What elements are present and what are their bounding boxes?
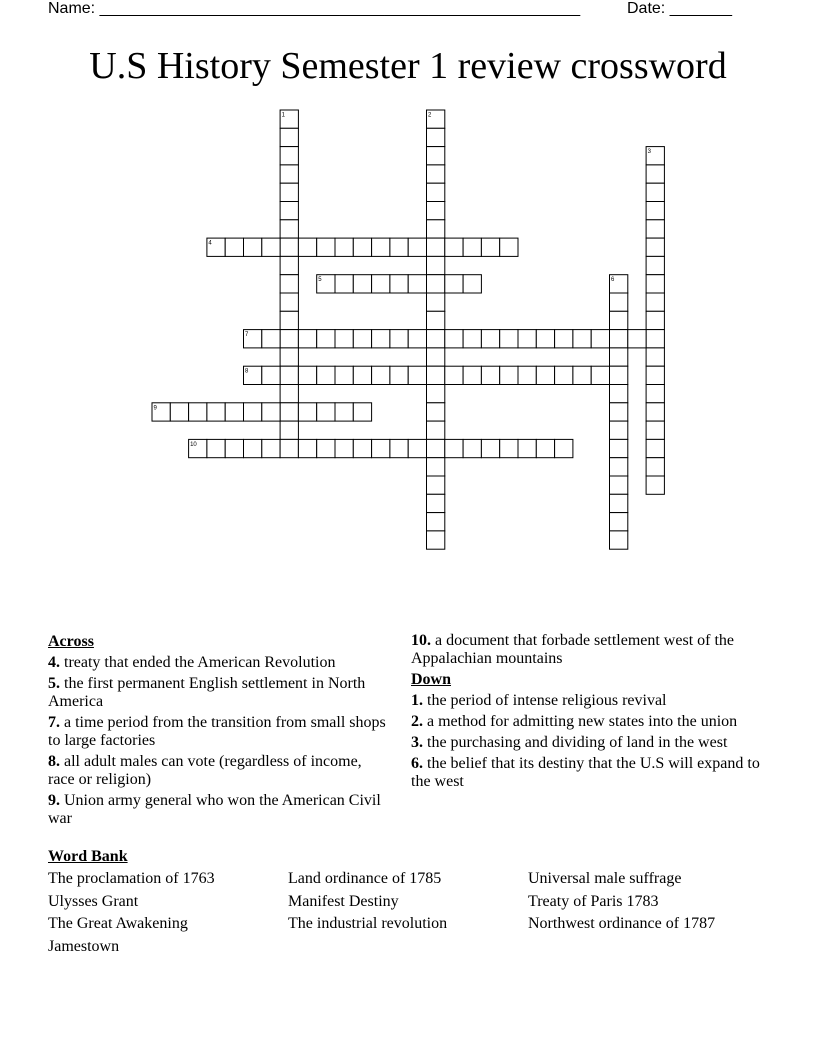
- grid-cell[interactable]: [591, 330, 609, 348]
- grid-cell[interactable]: [280, 421, 298, 439]
- clue-down-1: 1. the period of intense religious revival: [411, 692, 667, 709]
- clue-down-3: 3. the purchasing and dividing of land in the west: [411, 734, 728, 751]
- grid-cell[interactable]: [646, 238, 664, 256]
- grid-cell[interactable]: [427, 366, 445, 384]
- grid-cell[interactable]: [280, 238, 298, 256]
- grid-cell[interactable]: [427, 348, 445, 366]
- grid-clue-number: 2: [428, 112, 432, 119]
- grid-cell[interactable]: [317, 330, 335, 348]
- grid-cell[interactable]: [298, 439, 316, 457]
- grid-cell[interactable]: [262, 330, 280, 348]
- grid-cell[interactable]: [610, 531, 628, 549]
- grid-cell[interactable]: [372, 330, 390, 348]
- word-bank-item: Manifest Destiny: [288, 893, 399, 910]
- grid-cell[interactable]: [335, 439, 353, 457]
- grid-cell[interactable]: [408, 275, 426, 293]
- grid-cell[interactable]: [298, 366, 316, 384]
- grid-cell[interactable]: [280, 311, 298, 329]
- grid-cell[interactable]: [481, 238, 499, 256]
- grid-cell[interactable]: [646, 256, 664, 274]
- grid-cell[interactable]: [353, 238, 371, 256]
- grid-clue-number: 9: [153, 405, 157, 412]
- grid-cell[interactable]: [500, 439, 518, 457]
- grid-cell[interactable]: [372, 275, 390, 293]
- grid-cell[interactable]: [646, 202, 664, 220]
- grid-cell[interactable]: [646, 366, 664, 384]
- grid-cell[interactable]: [408, 330, 426, 348]
- grid-cell[interactable]: [628, 330, 646, 348]
- grid-cell[interactable]: [610, 476, 628, 494]
- grid-cell[interactable]: [445, 330, 463, 348]
- grid-cell[interactable]: [427, 476, 445, 494]
- grid-cell[interactable]: [372, 366, 390, 384]
- grid-cell[interactable]: [390, 238, 408, 256]
- grid-cell[interactable]: [573, 366, 591, 384]
- grid-cell[interactable]: [390, 330, 408, 348]
- grid-cell[interactable]: [427, 202, 445, 220]
- grid-cell[interactable]: [427, 128, 445, 146]
- grid-cell[interactable]: [280, 275, 298, 293]
- grid-cell[interactable]: [646, 183, 664, 201]
- grid-cell[interactable]: [427, 275, 445, 293]
- clue-down-6: 6. the belief that its destiny that the U.S will expand to the west: [411, 755, 760, 790]
- grid-cell[interactable]: [481, 439, 499, 457]
- grid-cell[interactable]: [427, 439, 445, 457]
- grid-cell[interactable]: [280, 348, 298, 366]
- grid-cell[interactable]: [427, 238, 445, 256]
- grid-cell[interactable]: [518, 366, 536, 384]
- grid-cell[interactable]: [427, 183, 445, 201]
- grid-cell[interactable]: [335, 330, 353, 348]
- grid-cell[interactable]: [555, 439, 573, 457]
- grid-cell[interactable]: [408, 366, 426, 384]
- grid-clue-number: 8: [245, 368, 249, 375]
- grid-cell[interactable]: [427, 220, 445, 238]
- grid-cell[interactable]: [335, 403, 353, 421]
- grid-cell[interactable]: [500, 366, 518, 384]
- grid-cell[interactable]: [555, 330, 573, 348]
- grid-cell[interactable]: [298, 403, 316, 421]
- grid-cell[interactable]: [463, 275, 481, 293]
- grid-cell[interactable]: [372, 238, 390, 256]
- grid-cell[interactable]: [317, 238, 335, 256]
- grid-cell[interactable]: [225, 238, 243, 256]
- grid-cell[interactable]: [646, 403, 664, 421]
- grid-cell[interactable]: [390, 275, 408, 293]
- grid-cell[interactable]: [646, 293, 664, 311]
- name-line: Name: ______________________________________________________: [48, 0, 581, 17]
- grid-cell[interactable]: [646, 439, 664, 457]
- grid-cell[interactable]: [317, 403, 335, 421]
- grid-cell[interactable]: [280, 366, 298, 384]
- grid-cell[interactable]: [427, 147, 445, 165]
- word-bank-item: Northwest ordinance of 1787: [528, 915, 716, 932]
- grid-cell[interactable]: [610, 513, 628, 531]
- grid-cell[interactable]: [610, 293, 628, 311]
- grid-cell[interactable]: [280, 183, 298, 201]
- grid-cell[interactable]: [335, 366, 353, 384]
- grid-cell[interactable]: [262, 403, 280, 421]
- grid-cell[interactable]: [390, 439, 408, 457]
- grid-cell[interactable]: [353, 275, 371, 293]
- grid-clue-number: 7: [245, 332, 249, 339]
- grid-cell[interactable]: [262, 439, 280, 457]
- date-line: Date: _______: [627, 0, 732, 17]
- grid-cell[interactable]: [427, 311, 445, 329]
- grid-cell[interactable]: [353, 439, 371, 457]
- grid-cell[interactable]: [353, 330, 371, 348]
- grid-cell[interactable]: [280, 147, 298, 165]
- grid-cell[interactable]: [445, 275, 463, 293]
- grid-cell[interactable]: [408, 238, 426, 256]
- grid-cell[interactable]: [646, 275, 664, 293]
- word-bank-item: The Great Awakening: [48, 915, 188, 932]
- clue-across-10: 10. a document that forbade settlement west of the Appalachian mountains: [411, 632, 735, 667]
- grid-cell[interactable]: [646, 421, 664, 439]
- grid-cell[interactable]: [646, 311, 664, 329]
- word-bank-item: Ulysses Grant: [48, 893, 139, 910]
- grid-cell[interactable]: [207, 439, 225, 457]
- word-bank-item: The proclamation of 1763: [48, 870, 215, 887]
- down-heading: Down: [411, 671, 452, 688]
- grid-clue-number: 10: [190, 441, 197, 448]
- grid-cell[interactable]: [335, 238, 353, 256]
- grid-clue-number: 1: [281, 112, 285, 119]
- grid-clue-number: 6: [611, 277, 615, 284]
- grid-cell[interactable]: [481, 330, 499, 348]
- grid-cell[interactable]: [646, 476, 664, 494]
- grid-cell[interactable]: [427, 403, 445, 421]
- grid-cell[interactable]: [463, 439, 481, 457]
- grid-cell[interactable]: [555, 366, 573, 384]
- clue-down-2: 2. a method for admitting new states into the union: [411, 713, 738, 730]
- grid-cell[interactable]: [427, 293, 445, 311]
- grid-cell[interactable]: [244, 238, 262, 256]
- grid-cell[interactable]: [280, 165, 298, 183]
- clue-across-4: 4. treaty that ended the American Revolution: [48, 654, 336, 671]
- grid-cell[interactable]: [170, 403, 188, 421]
- across-heading: Across: [48, 633, 94, 650]
- grid-cell[interactable]: [646, 385, 664, 403]
- grid-cell[interactable]: [646, 165, 664, 183]
- clue-across-8: 8. all adult males can vote (regardless of income, race or religion): [48, 753, 362, 788]
- grid-cell[interactable]: [317, 439, 335, 457]
- grid-cell[interactable]: [427, 494, 445, 512]
- grid-cell[interactable]: [390, 366, 408, 384]
- grid-cell[interactable]: [445, 238, 463, 256]
- grid-cell[interactable]: [207, 403, 225, 421]
- grid-cell[interactable]: [646, 458, 664, 476]
- grid-cell[interactable]: [262, 366, 280, 384]
- grid-cell[interactable]: [573, 330, 591, 348]
- grid-cell[interactable]: [427, 513, 445, 531]
- grid-cell[interactable]: [335, 275, 353, 293]
- grid-cell[interactable]: [500, 238, 518, 256]
- across-clues: [48, 632, 388, 831]
- word-bank-heading: Word Bank: [48, 848, 128, 865]
- grid-cell[interactable]: [280, 439, 298, 457]
- word-bank-item: Universal male suffrage: [528, 870, 682, 887]
- grid-cell[interactable]: [280, 202, 298, 220]
- clue-across-9: 9. Union army general who won the American Civil war: [48, 792, 381, 827]
- grid-cell[interactable]: [280, 293, 298, 311]
- grid-cell[interactable]: [463, 238, 481, 256]
- grid-cell[interactable]: [353, 366, 371, 384]
- grid-cell[interactable]: [518, 330, 536, 348]
- grid-clue-number: 4: [208, 240, 212, 247]
- grid-cell[interactable]: [481, 366, 499, 384]
- grid-cell[interactable]: [646, 330, 664, 348]
- grid-cell[interactable]: [610, 439, 628, 457]
- grid-cell[interactable]: [536, 330, 554, 348]
- grid-cell[interactable]: [427, 385, 445, 403]
- grid-cell[interactable]: [427, 421, 445, 439]
- grid-cell[interactable]: [317, 366, 335, 384]
- grid-cell[interactable]: [500, 330, 518, 348]
- grid-cell[interactable]: [463, 330, 481, 348]
- grid-cell[interactable]: [225, 403, 243, 421]
- grid-cell[interactable]: [610, 366, 628, 384]
- grid-cell[interactable]: [262, 238, 280, 256]
- grid-cell[interactable]: [646, 348, 664, 366]
- grid-cell[interactable]: [427, 256, 445, 274]
- grid-cell[interactable]: [298, 238, 316, 256]
- grid-cell[interactable]: [610, 403, 628, 421]
- grid-cell[interactable]: [408, 439, 426, 457]
- grid-cell[interactable]: [189, 403, 207, 421]
- grid-cell[interactable]: [610, 458, 628, 476]
- grid-cell[interactable]: [518, 439, 536, 457]
- grid-clue-number: 5: [318, 277, 322, 284]
- grid-cell[interactable]: [536, 366, 554, 384]
- grid-cell[interactable]: [280, 385, 298, 403]
- grid-cell[interactable]: [280, 220, 298, 238]
- clue-across-5: 5. the first permanent English settlement in North America: [48, 675, 366, 710]
- grid-cell[interactable]: [445, 366, 463, 384]
- word-bank-item: The industrial revolution: [288, 915, 448, 932]
- grid-cell[interactable]: [646, 220, 664, 238]
- grid-cell[interactable]: [353, 403, 371, 421]
- grid-cell[interactable]: [610, 385, 628, 403]
- grid-cell[interactable]: [610, 330, 628, 348]
- grid-cell[interactable]: [280, 256, 298, 274]
- grid-cell[interactable]: [591, 366, 609, 384]
- grid-cell[interactable]: [280, 128, 298, 146]
- grid-cell[interactable]: [427, 458, 445, 476]
- grid-cell[interactable]: [610, 494, 628, 512]
- grid-cell[interactable]: [244, 439, 262, 457]
- grid-cell[interactable]: [463, 366, 481, 384]
- page-title: U.S History Semester 1 review crossword: [89, 45, 727, 87]
- grid-cell[interactable]: [536, 439, 554, 457]
- clue-across-7: 7. a time period from the transition from small shops to large factories: [48, 714, 386, 749]
- grid-cell[interactable]: [225, 439, 243, 457]
- grid-cell[interactable]: [280, 403, 298, 421]
- down-clues: [411, 632, 771, 794]
- grid-cell[interactable]: [280, 330, 298, 348]
- grid-cell[interactable]: [610, 311, 628, 329]
- grid-cell[interactable]: [427, 531, 445, 549]
- grid-cell[interactable]: [244, 403, 262, 421]
- grid-cell[interactable]: [445, 439, 463, 457]
- grid-cell[interactable]: [298, 330, 316, 348]
- grid-cell[interactable]: [427, 330, 445, 348]
- grid-cell[interactable]: [610, 421, 628, 439]
- grid-cell[interactable]: [427, 165, 445, 183]
- grid-cell[interactable]: [372, 439, 390, 457]
- word-bank-item: Land ordinance of 1785: [288, 870, 442, 887]
- word-bank-item: Jamestown: [48, 938, 120, 955]
- grid-cell[interactable]: [610, 348, 628, 366]
- word-bank-item: Treaty of Paris 1783: [528, 893, 659, 910]
- grid-clue-number: 3: [647, 149, 651, 156]
